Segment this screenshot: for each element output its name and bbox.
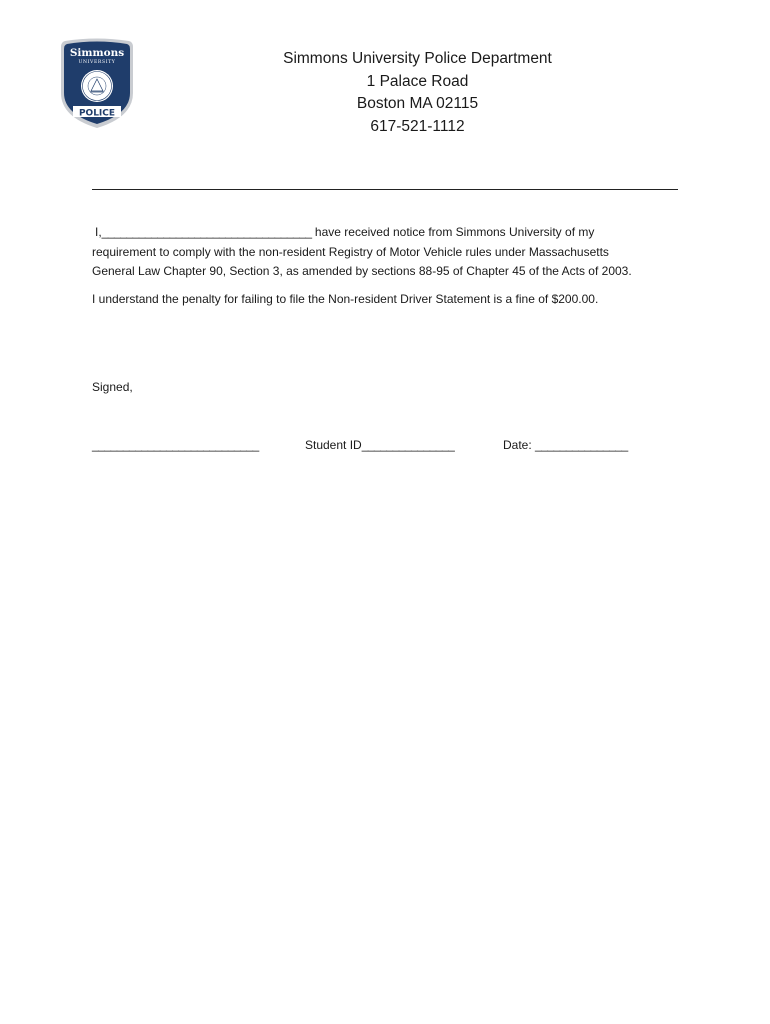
notice-line-1 [92,223,692,243]
student-id-field [305,436,454,456]
date-field [503,436,628,456]
student-id-label: Student ID [305,438,362,452]
notice-prefix: I, [95,225,102,239]
penalty-statement: I understand the penalty for failing to file the Non-resident Driver Statement is a fine of $200.00. [92,292,599,306]
signature-blank[interactable]: ___________________________ [92,438,259,452]
student-id-blank[interactable]: _______________ [361,438,455,452]
police-badge-logo [59,37,135,129]
city-state-zip: Boston MA 02115 [356,95,479,112]
letterhead [240,48,595,138]
notice-paragraph [92,223,692,282]
phone-number: 617-521-1112 [370,117,465,135]
svg-text:UNIVERSITY: UNIVERSITY [78,60,116,65]
svg-text:POLICE: POLICE [78,108,116,119]
date-label: Date: [503,438,536,452]
notice-line-3: General Law Chapter 90, Section 3, as amended by sections 88-95 of Chapter 45 of the Acts of 2003. [92,264,632,278]
date-blank[interactable]: _______________ [535,438,628,452]
name-blank[interactable]: __________________________________ [101,225,312,239]
street-address: 1 Palace Road [366,72,469,90]
department-name: Simmons University Police Department [283,50,552,67]
svg-text:Simmons: Simmons [69,47,125,59]
notice-line-1-text: have received notice from Simmons University of my [311,225,595,239]
notice-line-2: requirement to comply with the non-resident Registry of Motor Vehicle rules under Massachusetts [92,244,609,259]
header-divider [92,189,678,190]
signed-label: Signed, [92,380,133,394]
